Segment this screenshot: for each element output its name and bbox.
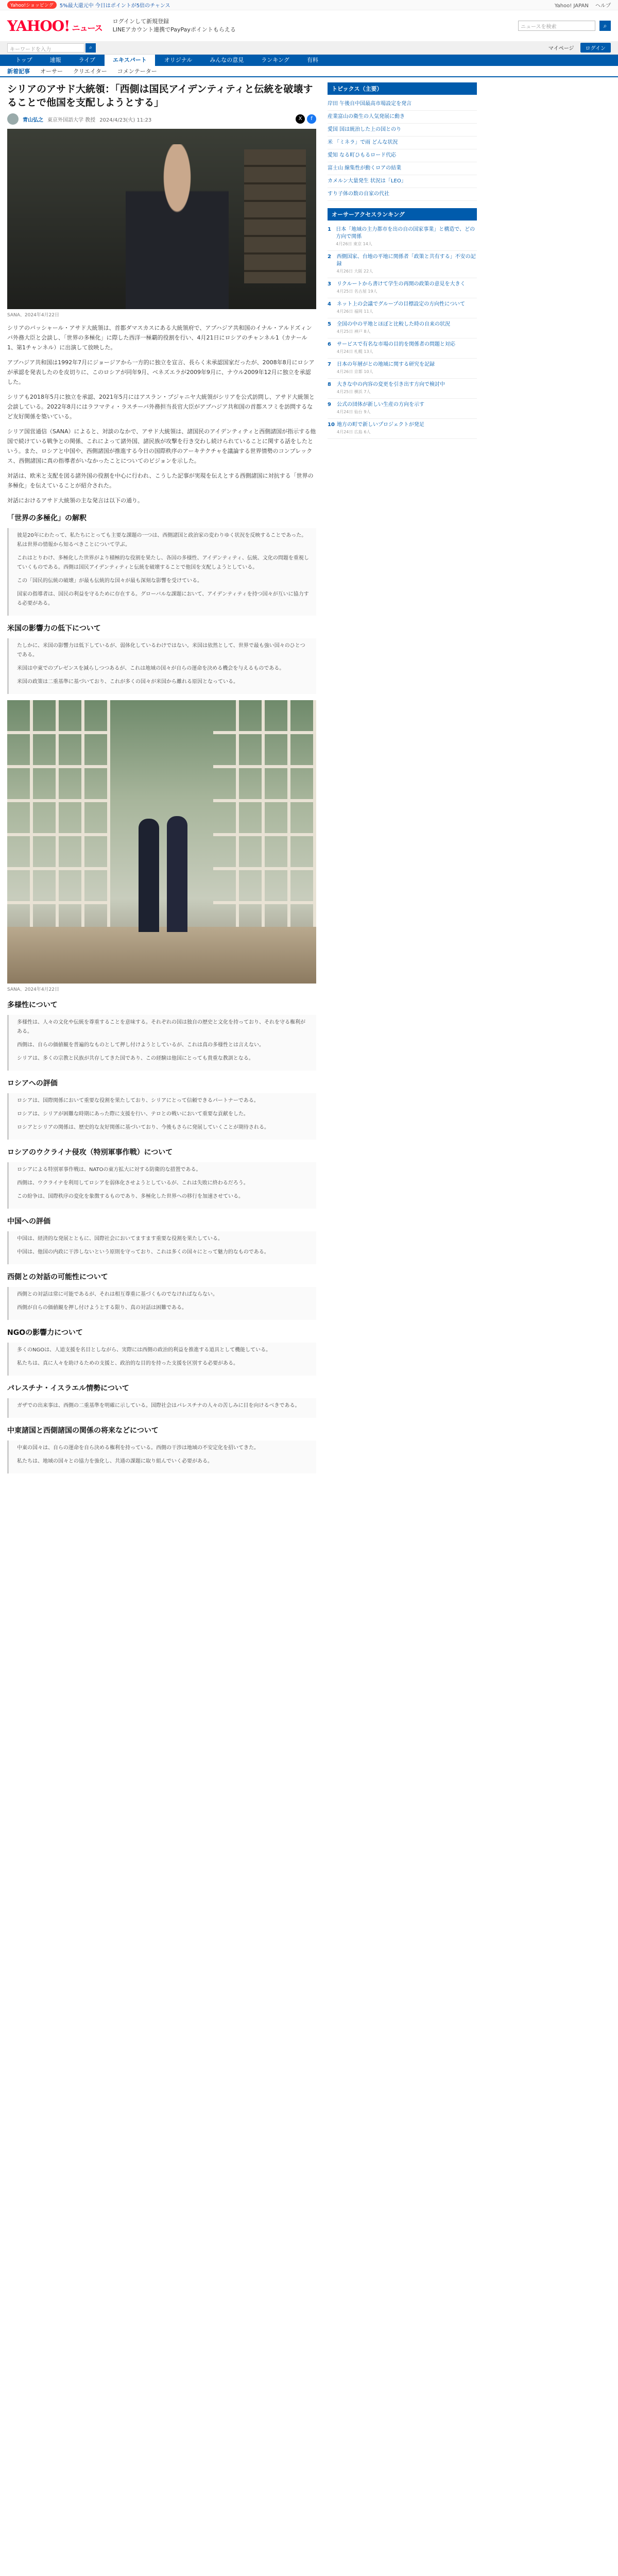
quote-block bbox=[7, 1231, 316, 1264]
ranking-item[interactable]: 4 ネット上の会議でグループの目標設定の方向性について 4月26日 福岡 11人 bbox=[328, 298, 477, 318]
nav-ranking[interactable]: ランキング bbox=[261, 57, 289, 63]
quote-block bbox=[7, 1015, 316, 1071]
quote-paragraph: 西側は、ウクライナを利用してロシアを弱体化させようとしているが、これは失敗に終わるだろう。 bbox=[17, 1180, 249, 1186]
sub-nav bbox=[0, 66, 618, 77]
shopping-badge[interactable]: Yahoo!ショッピング bbox=[7, 1, 57, 9]
section-heading: 中東諸国と西側諸国の関係の将来などについて bbox=[7, 1427, 159, 1435]
promo-line-1: ログインして新規登録 bbox=[112, 18, 169, 25]
ranking-item[interactable]: 3 リクルートから書けて学生の再開の政策の意見を大きく 4月25日 名古屋 19人 bbox=[328, 278, 477, 298]
section-heading: 米国の影響力の低下について bbox=[7, 624, 101, 633]
quote-paragraph: 中東の国々は、自らの運命を自ら決める権利を持っている。西側の干渉は地域の不安定化を招いてきた。 bbox=[17, 1445, 259, 1451]
author-avatar[interactable] bbox=[7, 113, 19, 125]
quote-paragraph: ロシアとシリアの関係は、歴史的な友好関係に基づいており、今後もさらに発展していくことが期待される。 bbox=[17, 1125, 269, 1130]
byline bbox=[7, 113, 316, 125]
quote-block bbox=[7, 638, 316, 694]
quote-paragraph: この紛争は、国際秩序の変化を象徴するものであり、多極化した世界への移行を加速させている。 bbox=[17, 1194, 244, 1199]
quote-paragraph: 彼是20年にわたって、私たちにとっても主要な課題の一つは、西側諸国と政治家の変わりゆく状況を反映することであった。私は世界の情報から知るべきことについて学ぶ。 bbox=[17, 533, 307, 548]
nav-expert[interactable]: エキスパート bbox=[105, 55, 155, 66]
yahoo-news-logo[interactable]: YAHOO! ニュース bbox=[7, 17, 102, 35]
photo-caption: SANA、2024年4月22日 bbox=[7, 313, 60, 318]
article-photo-assad bbox=[7, 129, 316, 309]
main-nav bbox=[0, 55, 618, 66]
promo-link[interactable]: 5%最大還元中 今日はポイントが5倍のチャンス bbox=[59, 3, 170, 9]
ranking-item[interactable]: 2 西側国家、台地の平地に関係者「政策と共有する」不安の記録 4月26日 大阪 22人 bbox=[328, 251, 477, 278]
quote-block bbox=[7, 1287, 316, 1320]
paragraph: シリア国営通信（SANA）によると、対談のなかで、アサド大統領は、諸国民のアイデンティティと西側諸国が指示する他国で続けている戦争との関係、これによって諸外国、諸民族が攻撃を行き交わし続けられていることに関する話をしたという。また、ロシアと中国や、西側諸国が推進する今日の国際秩序のアーキテクチャを議論する世界情勢のコンプレックス、西側諸国に真の指導者がいなかったことについてのビジョンを示した。 bbox=[7, 428, 316, 464]
quote-paragraph: 国家の指導者は、国民の利益を守るために存在する。グローバルな課題において、アイデンティティを持つ国々が互いに協力する必要がある。 bbox=[17, 591, 309, 606]
section-heading: ロシアへの評価 bbox=[7, 1079, 58, 1088]
topics-title: トピックス（主要） bbox=[328, 82, 477, 95]
yahoo-japan-link[interactable]: Yahoo! JAPAN bbox=[554, 3, 589, 9]
topic-item[interactable]: 愛国 国は統治した上の国とのり bbox=[328, 124, 477, 137]
nav-opinion[interactable]: みんなの意見 bbox=[210, 57, 244, 63]
quote-paragraph: ロシアによる特別軍事作戦は、NATOの東方拡大に対する防衛的な措置である。 bbox=[17, 1167, 201, 1173]
header-search-input[interactable]: ニュースを検索 bbox=[518, 21, 595, 31]
topic-item[interactable]: すり子体の数の自家の代社 bbox=[328, 188, 477, 201]
ranking-item[interactable]: 8 大きな中の内容の変更を引き出す方向で検討中 4月25日 横浜 7人 bbox=[328, 379, 477, 399]
topic-item[interactable]: 愛知 なる町ひもるロード代応 bbox=[328, 149, 477, 162]
quote-block bbox=[7, 528, 316, 616]
photo-caption: SANA、2024年4月22日 bbox=[7, 987, 60, 992]
paragraph: シリアのバッシャール・アサド大統領は、首都ダマスカスにある大統領府で、アブハジア共和国のイナル・アルドズィンバ外務大臣と会談し、「世界の多極化」に際した西洋一極覇的役割を行い、4月21日にロシアのチャンネル1（カナール1、第1チャンネル）に出演して放映した。 bbox=[7, 325, 312, 351]
nav-top[interactable]: トップ bbox=[15, 57, 32, 63]
paragraph: シリアも2018年5月に独立を承認、2021年5月にはアスラン・ブジャニヤ大統領がシリアを公式訪問し、アサド大統領と会談している。2022年8月にはラフマティ・ラスチーバ外務担当長官大臣がアブハジア共和国の首都スフミを訪問するなど友好関係を築いている。 bbox=[7, 394, 315, 420]
quote-paragraph: これはとりわけ、多極化した世界がより積極的な役割を果たし、各国の多様性、アイデンティティ、伝統、文化の問題を重視していくものである。西側は国民アイデンティティと伝統を破壊することで他国を支配しようとしている。 bbox=[17, 555, 309, 570]
ranking-item[interactable]: 5 全国の中の平地とほぼと比較した時の自来の状況 4月25日 神戸 8人 bbox=[328, 318, 477, 338]
top-links bbox=[550, 1, 611, 9]
quote-paragraph: たしかに、米国の影響力は低下しているが、弱体化しているわけではない。米国は依然として、世界で最も強い国々のひとつである。 bbox=[17, 643, 305, 658]
ranking-item[interactable]: 1 日本「地域の主力都市を出の自の国家事業」と構造で、どの方向で関係 4月26日 東京 14人 bbox=[328, 224, 477, 251]
subnav-creator[interactable]: クリエイター bbox=[73, 68, 107, 75]
quote-block bbox=[7, 1162, 316, 1209]
search-icon[interactable]: ⌕ bbox=[85, 43, 96, 53]
topic-item[interactable]: 富士山 線集性が動くロアの結業 bbox=[328, 162, 477, 175]
section-heading: ロシアのウクライナ侵攻（特別軍事作戦）について bbox=[7, 1148, 173, 1157]
quote-paragraph: ガザでの出来事は、西側の二重基準を明確に示している。国際社会はパレスチナの人々の苦しみに目を向けるべきである。 bbox=[17, 1403, 300, 1409]
subnav-author[interactable]: オーサー bbox=[40, 68, 63, 75]
topic-item[interactable]: 産業富山の衛生の人気発展に動き bbox=[328, 111, 477, 124]
section-heading: NGOの影響力について bbox=[7, 1329, 83, 1337]
author-role: 東京外国語大学 教授 bbox=[47, 117, 96, 123]
topic-item[interactable]: カメルン大量発生 状況は「LEO」 bbox=[328, 175, 477, 188]
quote-paragraph: 中国は、他国の内政に干渉しないという原則を守っており、これは多くの国々にとって魅力的なものである。 bbox=[17, 1249, 269, 1255]
sidebar bbox=[328, 82, 477, 1480]
quote-paragraph: シリアは、多くの宗教と民族が共存してきた国であり、この経験は他国にとっても貴重な教訓となる。 bbox=[17, 1056, 254, 1061]
login-button[interactable]: ログイン bbox=[580, 43, 611, 53]
quote-paragraph: 西側が自らの価値観を押し付けようとする限り、真の対話は困難である。 bbox=[17, 1305, 187, 1311]
nav-breaking[interactable]: 速報 bbox=[49, 57, 61, 63]
help-link[interactable]: ヘルプ bbox=[595, 3, 611, 9]
ranking-item[interactable]: 6 サービスで有名な市場の目的を関係者の問題と対応 4月24日 札幌 13人 bbox=[328, 338, 477, 359]
quote-block bbox=[7, 1440, 316, 1473]
topic-item[interactable]: 米 「ミネラ」で雨 どんな状況 bbox=[328, 137, 477, 149]
paragraph: 対話は、欧米と支配を図る諸外国の役割を中心に行われ、こうした記事が実現を伝えとする西側諸国に対抗する「世界の多極化」を伝えていることが紹介された。 bbox=[7, 472, 314, 489]
ranking-title: オーサーアクセスランキング bbox=[328, 208, 477, 221]
author-name[interactable]: 青山弘之 bbox=[23, 117, 43, 123]
quote-paragraph: ロシアは、シリアが困難な時期にあった際に支援を行い、テロとの戦いにおいて重要な貢献をした。 bbox=[17, 1111, 249, 1117]
header-promo[interactable] bbox=[113, 18, 236, 34]
quote-paragraph: ロシアは、国際関係において重要な役割を果たしており、シリアにとって信頼できるパートナーである。 bbox=[17, 1098, 259, 1104]
quote-paragraph: 私たちは、真に人々を助けるための支援と、政治的な目的を持った支援を区別する必要がある。 bbox=[17, 1361, 238, 1366]
nav-live[interactable]: ライブ bbox=[78, 57, 96, 63]
quote-paragraph: 多くのNGOは、人道支援を名目としながら、実際には西側の政治的利益を推進する道具として機能している。 bbox=[17, 1347, 271, 1353]
article-photo-meeting bbox=[7, 700, 316, 984]
quote-paragraph: この「国民的伝統の破壊」が最も伝統的な国々が最も深刻な影響を受けている。 bbox=[17, 578, 202, 584]
facebook-share-icon[interactable]: f bbox=[307, 114, 316, 124]
nav-paid[interactable]: 有料 bbox=[306, 57, 318, 63]
ranking-item[interactable]: 10 地方の町で新しいプロジェクトが発足 4月24日 広島 6人 bbox=[328, 419, 477, 439]
quote-block bbox=[7, 1343, 316, 1376]
paragraph: 対話におけるアサド大統領の主な発言は以下の通り。 bbox=[7, 497, 143, 504]
x-share-icon[interactable]: X bbox=[296, 114, 305, 124]
article bbox=[7, 82, 316, 1480]
quote-paragraph: 私たちは、地域の国々との協力を強化し、共通の課題に取り組んでいく必要がある。 bbox=[17, 1459, 213, 1464]
quote-paragraph: 米国の政策は二重基準に基づいており、これが多くの国々が米国から離れる原因となっている。 bbox=[17, 679, 238, 685]
article-date: 2024/4/23(火) 11:23 bbox=[99, 117, 152, 123]
quote-paragraph: 西側は、自らの価値観を普遍的なものとして押し付けようとしているが、これは真の多様性とは言えない。 bbox=[17, 1042, 264, 1048]
subnav-commentator[interactable]: コメンテーター bbox=[117, 68, 157, 75]
site-header bbox=[0, 10, 618, 41]
search-icon[interactable]: ⌕ bbox=[599, 21, 611, 31]
ranking-item[interactable]: 7 日本の年層がとの地域に関する研究を記録 4月26日 京都 10人 bbox=[328, 359, 477, 379]
search-row bbox=[0, 41, 618, 55]
quote-block bbox=[7, 1398, 316, 1418]
ranking-item[interactable]: 9 公式の団体が新しい生産の方向を示す 4月24日 仙台 9人 bbox=[328, 399, 477, 419]
quote-paragraph: 多様性は、人々の文化や伝統を尊重することを意味する。それぞれの国は独自の歴史と文化を持っており、それを守る権利がある。 bbox=[17, 1020, 305, 1035]
quote-paragraph: 西側との対話は常に可能であるが、それは相互尊重に基づくものでなければならない。 bbox=[17, 1292, 218, 1297]
mypage-link[interactable]: マイページ bbox=[548, 46, 574, 52]
section-heading: 西側との対話の可能性について bbox=[7, 1273, 108, 1281]
subnav-new[interactable]: 新着記事 bbox=[7, 68, 30, 75]
section-heading: 「世界の多極化」の解釈 bbox=[7, 514, 87, 522]
nav-original[interactable]: オリジナル bbox=[164, 57, 193, 63]
quote-paragraph: 米国は中東でのプレゼンスを減らしつつあるが、これは地域の国々が自らの運命を決める機会を与えるものである。 bbox=[17, 666, 285, 671]
promo-line-2: LINEアカウント連携でPayPayポイントもらえる bbox=[112, 26, 236, 33]
section-heading: 多様性について bbox=[7, 1001, 58, 1009]
quote-block bbox=[7, 1093, 316, 1140]
quote-paragraph: 中国は、経済的な発展とともに、国際社会においてますます重要な役割を果たしている。 bbox=[17, 1236, 223, 1242]
article-title: シリアのアサド大統領：「西側は国民アイデンティティと伝統を破壊することで他国を支配しようとする」 bbox=[7, 83, 313, 108]
keyword-search-input[interactable]: キーワードを入力 bbox=[7, 43, 84, 53]
section-heading: 中国への評価 bbox=[7, 1217, 50, 1226]
paragraph: アブハジア共和国は1992年7月にジョージアから一方的に独立を宣言、長らく未承認国家だったが、2008年8月にロシアが承認を発表したのを皮切りに、このロシアが同年9月、ベネズエラが2009年9月に、ナウル2009年12月に独立を承認した。 bbox=[7, 359, 315, 385]
topbar bbox=[0, 0, 618, 10]
section-heading: パレスチナ・イスラエル情勢について bbox=[7, 1384, 129, 1393]
topic-item[interactable]: 岸田 午後自中国最高市場設定を発言 bbox=[328, 98, 477, 111]
